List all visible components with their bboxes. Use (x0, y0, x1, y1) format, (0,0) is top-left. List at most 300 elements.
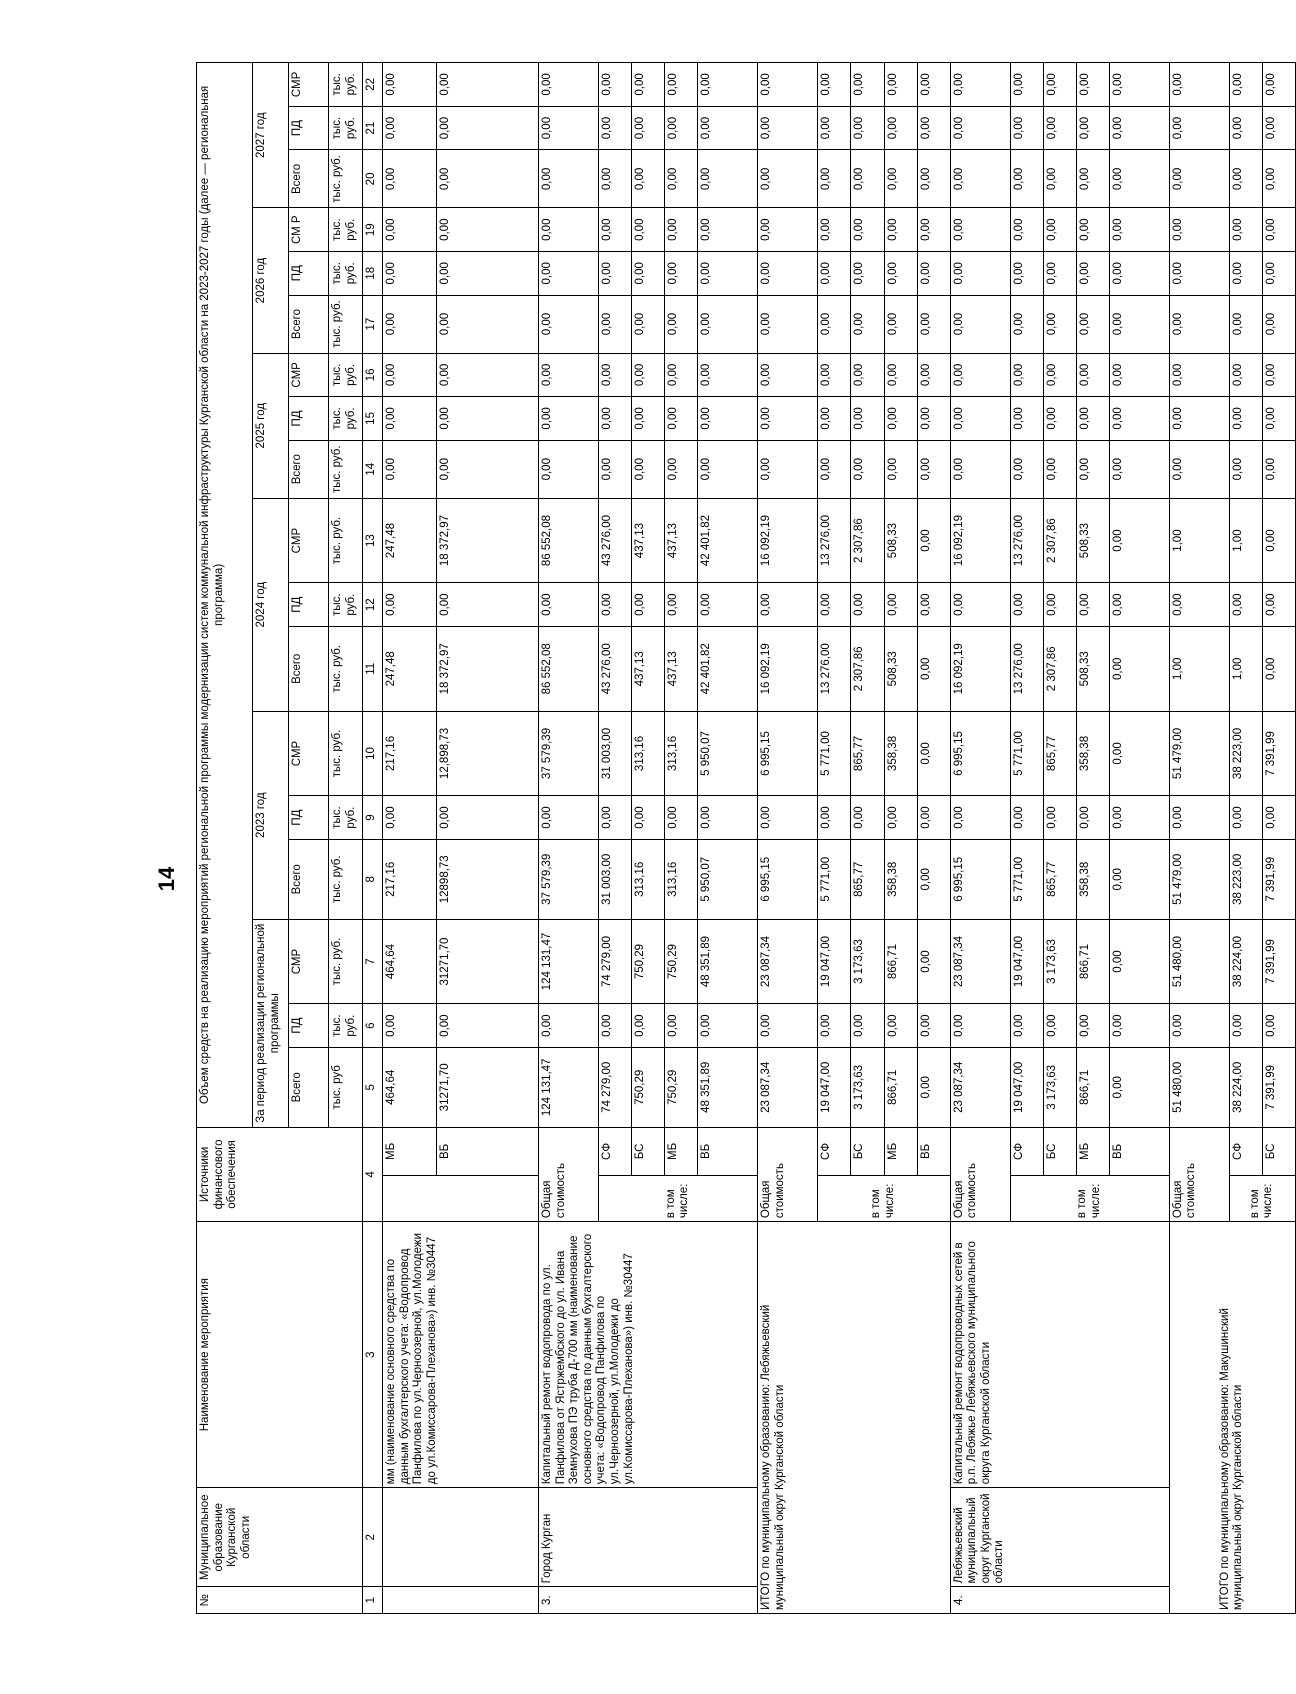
source-code: ВБ (698, 1127, 758, 1175)
value-cell: 0,00 (1076, 397, 1109, 441)
value-cell: 31 003,00 (599, 839, 632, 919)
value-cell: 0,00 (1043, 796, 1076, 840)
value-cell: 0,00 (437, 63, 539, 107)
value-cell: 0,00 (665, 150, 698, 208)
value-cell: 0,00 (383, 150, 437, 208)
value-cell: 0,00 (950, 63, 1010, 107)
value-cell: 0,00 (1076, 583, 1109, 627)
value-cell: 5 771,00 (818, 839, 851, 919)
value-cell: 0,00 (1262, 353, 1295, 397)
value-cell: 0,00 (1076, 150, 1109, 208)
col-number: 19 (363, 208, 383, 252)
including-label: в том числе: (818, 1176, 950, 1222)
value-cell: 12898,73 (437, 839, 539, 919)
value-cell: 13 276,00 (818, 626, 851, 711)
value-cell: 0,00 (758, 440, 818, 498)
value-cell: 0,00 (1010, 63, 1043, 107)
value-cell: 0,00 (917, 251, 950, 295)
value-cell: 0,00 (539, 251, 599, 295)
value-cell: 0,00 (539, 583, 599, 627)
value-cell: 0,00 (950, 106, 1010, 150)
municipality-cell: Лебяжьевский муниципальный округ Курганской области (950, 1488, 1169, 1587)
value-cell: 0,00 (1010, 150, 1043, 208)
municipality-cell: Город Курган (539, 1488, 758, 1587)
value-cell: 0,00 (758, 796, 818, 840)
value-cell: 0,00 (1169, 440, 1229, 498)
value-cell: 6 995,15 (758, 711, 818, 796)
value-cell: 866,71 (1076, 1047, 1109, 1127)
value-cell: 0,00 (698, 295, 758, 353)
value-cell: 0,00 (917, 397, 950, 441)
col-number: 7 (363, 919, 383, 1004)
value-cell: 0,00 (665, 397, 698, 441)
value-cell: 0,00 (665, 353, 698, 397)
unit-cell: тыс. руб. (329, 106, 363, 150)
value-cell: 0,00 (632, 251, 665, 295)
value-cell: 0,00 (1262, 1004, 1295, 1048)
value-cell: 2 307,86 (1043, 498, 1076, 583)
value-cell: 0,00 (1109, 919, 1169, 1004)
value-cell: 51 480,00 (1169, 1047, 1229, 1127)
value-cell: 7 391,99 (1262, 711, 1295, 796)
source-code: ВБ (437, 1127, 539, 1175)
source-code: СФ (599, 1127, 632, 1175)
header-no: № (197, 1587, 363, 1614)
value-cell: 0,00 (1229, 583, 1262, 627)
value-cell: 0,00 (1076, 440, 1109, 498)
value-cell: 0,00 (917, 711, 950, 796)
value-cell: 13 276,00 (1010, 498, 1043, 583)
col-number: 14 (363, 440, 383, 498)
unit-cell: тыс. руб. (329, 583, 363, 627)
municipality-cell (383, 1488, 539, 1587)
value-cell: 0,00 (917, 1004, 950, 1048)
header-smr: СМ Р (289, 208, 329, 252)
value-cell: 0,00 (539, 353, 599, 397)
table-row (950, 63, 1010, 1614)
value-cell: 358,38 (884, 839, 917, 919)
value-cell: 358,38 (884, 711, 917, 796)
value-cell: 0,00 (698, 150, 758, 208)
value-cell: 0,00 (851, 583, 884, 627)
value-cell: 0,00 (1076, 251, 1109, 295)
value-cell: 19 047,00 (1010, 1047, 1043, 1127)
unit-cell: тыс. руб. (329, 397, 363, 441)
value-cell: 0,00 (437, 251, 539, 295)
source-code: МБ (383, 1127, 437, 1175)
value-cell: 0,00 (1010, 796, 1043, 840)
value-cell: 1,00 (1229, 626, 1262, 711)
value-cell: 19 047,00 (1010, 919, 1043, 1004)
value-cell: 217,16 (383, 711, 437, 796)
header-pd: ПД (289, 1004, 329, 1048)
value-cell: 0,00 (758, 63, 818, 107)
value-cell: 0,00 (1010, 1004, 1043, 1048)
value-cell: 2 307,86 (851, 498, 884, 583)
source-code: СФ (1229, 1127, 1262, 1175)
header-2027: 2027 год (253, 63, 289, 208)
value-cell: 0,00 (665, 106, 698, 150)
value-cell: 7 391,99 (1262, 919, 1295, 1004)
value-cell: 0,00 (851, 63, 884, 107)
header-2023: 2023 год (253, 711, 289, 919)
col-number: 3 (363, 1222, 383, 1488)
source-code: ВБ (1109, 1127, 1169, 1175)
value-cell: 0,00 (1010, 295, 1043, 353)
value-cell: 0,00 (1229, 397, 1262, 441)
including-label: в том числе: (599, 1176, 758, 1222)
value-cell: 0,00 (758, 397, 818, 441)
value-cell: 0,00 (1043, 583, 1076, 627)
value-cell: 0,00 (1229, 208, 1262, 252)
value-cell: 0,00 (539, 150, 599, 208)
header-vsego: Всего (289, 295, 329, 353)
value-cell: 217,16 (383, 839, 437, 919)
col-number: 20 (363, 150, 383, 208)
value-cell: 0,00 (665, 63, 698, 107)
rotated-table-container (196, 62, 1296, 1614)
source-code: БС (1043, 1127, 1076, 1175)
header-pd: ПД (289, 106, 329, 150)
col-number: 17 (363, 295, 383, 353)
value-cell: 0,00 (1109, 796, 1169, 840)
value-cell: 0,00 (632, 295, 665, 353)
col-number: 22 (363, 63, 383, 107)
total-cost-label: Общая стоимость (1169, 1127, 1229, 1221)
value-cell: 0,00 (1109, 106, 1169, 150)
value-cell: 6 995,15 (950, 839, 1010, 919)
value-cell: 0,00 (1043, 106, 1076, 150)
value-cell: 247,48 (383, 626, 437, 711)
value-cell: 0,00 (818, 251, 851, 295)
col-number: 2 (363, 1488, 383, 1587)
value-cell: 6 995,15 (950, 711, 1010, 796)
value-cell: 0,00 (698, 796, 758, 840)
value-cell: 0,00 (950, 150, 1010, 208)
value-cell: 0,00 (917, 208, 950, 252)
value-cell: 3 173,63 (1043, 919, 1076, 1004)
value-cell: 0,00 (851, 295, 884, 353)
value-cell: 0,00 (599, 796, 632, 840)
unit-cell: тыс. руб (329, 1047, 363, 1127)
value-cell: 0,00 (851, 251, 884, 295)
value-cell: 0,00 (950, 251, 1010, 295)
value-cell: 86 552,08 (539, 626, 599, 711)
value-cell: 0,00 (383, 397, 437, 441)
source-code: БС (632, 1127, 665, 1175)
value-cell: 0,00 (632, 440, 665, 498)
header-smr: СМР (289, 919, 329, 1004)
value-cell: 0,00 (758, 353, 818, 397)
value-cell: 0,00 (383, 208, 437, 252)
value-cell: 0,00 (758, 295, 818, 353)
value-cell: 0,00 (818, 150, 851, 208)
value-cell: 750,29 (665, 919, 698, 1004)
unit-cell: тыс. руб. (329, 251, 363, 295)
col-number: 4 (363, 1127, 383, 1221)
row-number (383, 1587, 539, 1614)
value-cell: 0,00 (1043, 251, 1076, 295)
value-cell: 48 351,89 (698, 1047, 758, 1127)
value-cell: 51 479,00 (1169, 839, 1229, 919)
value-cell: 0,00 (884, 208, 917, 252)
value-cell: 0,00 (1109, 498, 1169, 583)
table-row (758, 63, 818, 1614)
value-cell: 0,00 (851, 353, 884, 397)
value-cell: 0,00 (698, 1004, 758, 1048)
value-cell: 0,00 (950, 796, 1010, 840)
financing-table (196, 62, 1296, 1614)
value-cell: 358,38 (1076, 711, 1109, 796)
col-number: 8 (363, 839, 383, 919)
value-cell: 0,00 (437, 353, 539, 397)
value-cell: 5 771,00 (1010, 711, 1043, 796)
value-cell: 7 391,99 (1262, 839, 1295, 919)
value-cell: 124 131,47 (539, 1047, 599, 1127)
value-cell: 0,00 (1262, 251, 1295, 295)
col-number: 16 (363, 353, 383, 397)
value-cell: 0,00 (758, 106, 818, 150)
value-cell: 0,00 (917, 1047, 950, 1127)
value-cell: 464,64 (383, 1047, 437, 1127)
value-cell: 0,00 (539, 440, 599, 498)
header-2025: 2025 год (253, 353, 289, 498)
value-cell: 5 950,07 (698, 711, 758, 796)
header-pd: ПД (289, 583, 329, 627)
value-cell: 0,00 (884, 440, 917, 498)
value-cell: 0,00 (1109, 626, 1169, 711)
value-cell: 0,00 (383, 251, 437, 295)
value-cell: 0,00 (632, 583, 665, 627)
value-cell: 0,00 (1229, 353, 1262, 397)
value-cell: 0,00 (1109, 440, 1169, 498)
value-cell: 48 351,89 (698, 919, 758, 1004)
value-cell: 6 995,15 (758, 839, 818, 919)
value-cell: 0,00 (758, 583, 818, 627)
value-cell: 0,00 (599, 353, 632, 397)
value-cell: 0,00 (917, 919, 950, 1004)
value-cell: 0,00 (1109, 353, 1169, 397)
value-cell: 0,00 (383, 440, 437, 498)
value-cell: 0,00 (851, 796, 884, 840)
value-cell: 865,77 (851, 711, 884, 796)
value-cell: 0,00 (1262, 626, 1295, 711)
value-cell: 0,00 (1169, 353, 1229, 397)
value-cell: 0,00 (698, 63, 758, 107)
value-cell: 0,00 (1043, 295, 1076, 353)
value-cell: 866,71 (1076, 919, 1109, 1004)
value-cell: 16 092,19 (758, 626, 818, 711)
table-row (383, 63, 437, 1614)
value-cell: 0,00 (1076, 295, 1109, 353)
source-code: ВБ (917, 1127, 950, 1175)
value-cell: 0,00 (599, 63, 632, 107)
value-cell: 0,00 (1229, 295, 1262, 353)
value-cell: 5 771,00 (1010, 839, 1043, 919)
value-cell: 0,00 (632, 796, 665, 840)
value-cell: 0,00 (1043, 353, 1076, 397)
value-cell: 0,00 (1010, 251, 1043, 295)
value-cell: 508,33 (1076, 626, 1109, 711)
unit-cell: тыс. руб. (329, 208, 363, 252)
value-cell: 31271,70 (437, 919, 539, 1004)
value-cell: 865,77 (851, 839, 884, 919)
value-cell: 43 276,00 (599, 498, 632, 583)
value-cell: 437,13 (665, 626, 698, 711)
value-cell: 0,00 (884, 397, 917, 441)
value-cell: 0,00 (818, 295, 851, 353)
value-cell: 0,00 (1262, 63, 1295, 107)
value-cell: 0,00 (818, 63, 851, 107)
value-cell: 0,00 (1109, 1047, 1169, 1127)
header-smr: СМР (289, 353, 329, 397)
value-cell: 0,00 (1109, 150, 1169, 208)
col-number: 9 (363, 796, 383, 840)
value-cell: 0,00 (1010, 397, 1043, 441)
value-cell: 0,00 (383, 295, 437, 353)
value-cell: 31271,70 (437, 1047, 539, 1127)
value-cell: 0,00 (818, 397, 851, 441)
value-cell: 0,00 (884, 583, 917, 627)
value-cell: 0,00 (950, 295, 1010, 353)
value-cell: 508,33 (884, 498, 917, 583)
value-cell: 0,00 (1262, 208, 1295, 252)
value-cell: 23 087,34 (758, 919, 818, 1004)
value-cell: 0,00 (599, 583, 632, 627)
value-cell: 13 276,00 (1010, 626, 1043, 711)
value-cell: 0,00 (884, 295, 917, 353)
value-cell: 0,00 (818, 106, 851, 150)
header-smr: СМР (289, 711, 329, 796)
value-cell: 19 047,00 (818, 919, 851, 1004)
value-cell: 38 223,00 (1229, 711, 1262, 796)
value-cell: 865,77 (1043, 839, 1076, 919)
value-cell: 0,00 (1109, 583, 1169, 627)
value-cell: 74 279,00 (599, 919, 632, 1004)
unit-cell: тыс. руб. (329, 711, 363, 796)
value-cell: 508,33 (884, 626, 917, 711)
source-code: БС (1262, 1127, 1295, 1175)
header-smr: СМР (289, 63, 329, 107)
value-cell: 247,48 (383, 498, 437, 583)
value-cell: 0,00 (632, 63, 665, 107)
header-vsego: Всего (289, 839, 329, 919)
unit-cell: тыс. руб. (329, 295, 363, 353)
measure-description: Капитальный ремонт водопровода по ул. Панфилова от Ястржембского до ул. Ивана Земнухова ПЭ труба Д-700 мм (наименование основного средства по данным бухгалтерского учета: «Водопровод Панфилова по ул.Черноозерной, ул.Молодежи до ул.Комиссарова-Плеханова») инв. №30447 (539, 1222, 758, 1488)
header-volume: Объем средств на реализацию мероприятий региональной программы модернизации систем коммунальной инфраструктуры Курганской области на 2023-2027 годы (далее — региональная программа) (197, 63, 253, 1128)
value-cell: 38 224,00 (1229, 919, 1262, 1004)
header-smr: СМР (289, 498, 329, 583)
header-vsego: Всего (289, 440, 329, 498)
value-cell: 0,00 (632, 150, 665, 208)
measure-description: Капитальный ремонт водопроводных сетей в р.п. Лебяжье Лебяжьевского муниципального округа Курганской области (950, 1222, 1169, 1488)
value-cell: 0,00 (818, 440, 851, 498)
value-cell: 0,00 (539, 295, 599, 353)
col-number: 10 (363, 711, 383, 796)
value-cell: 0,00 (665, 208, 698, 252)
header-period: За период реализации региональной программы (253, 919, 289, 1127)
value-cell: 0,00 (599, 150, 632, 208)
source-code: БС (851, 1127, 884, 1175)
value-cell: 0,00 (698, 106, 758, 150)
value-cell: 37 579,39 (539, 839, 599, 919)
value-cell: 18 372,97 (437, 498, 539, 583)
value-cell: 0,00 (851, 440, 884, 498)
value-cell: 0,00 (599, 1004, 632, 1048)
value-cell: 0,00 (437, 1004, 539, 1048)
value-cell: 0,00 (1229, 1004, 1262, 1048)
value-cell: 1,00 (1169, 626, 1229, 711)
value-cell: 0,00 (437, 397, 539, 441)
value-cell: 0,00 (698, 251, 758, 295)
value-cell: 0,00 (1010, 583, 1043, 627)
value-cell: 37 579,39 (539, 711, 599, 796)
value-cell: 7 391,99 (1262, 1047, 1295, 1127)
value-cell: 0,00 (632, 397, 665, 441)
header-pd: ПД (289, 397, 329, 441)
value-cell: 0,00 (950, 440, 1010, 498)
value-cell: 0,00 (950, 1004, 1010, 1048)
value-cell: 38 223,00 (1229, 839, 1262, 919)
value-cell: 0,00 (884, 150, 917, 208)
value-cell: 0,00 (851, 397, 884, 441)
unit-cell: тыс. руб. (329, 498, 363, 583)
value-cell: 0,00 (539, 796, 599, 840)
value-cell: 313,16 (632, 839, 665, 919)
value-cell: 750,29 (632, 1047, 665, 1127)
value-cell: 0,00 (1043, 150, 1076, 208)
value-cell: 0,00 (1010, 440, 1043, 498)
value-cell: 750,29 (632, 919, 665, 1004)
value-cell: 0,00 (1169, 106, 1229, 150)
row-number: 4. (950, 1587, 1169, 1614)
header-vsego: Всего (289, 150, 329, 208)
value-cell: 0,00 (599, 208, 632, 252)
value-cell: 437,13 (632, 498, 665, 583)
value-cell: 0,00 (1109, 839, 1169, 919)
value-cell: 0,00 (917, 295, 950, 353)
header-2026: 2026 год (253, 208, 289, 353)
unit-cell: тыс. руб. (329, 353, 363, 397)
value-cell: 0,00 (437, 208, 539, 252)
value-cell: 0,00 (437, 583, 539, 627)
value-cell: 0,00 (437, 440, 539, 498)
value-cell: 0,00 (1169, 150, 1229, 208)
value-cell: 0,00 (539, 63, 599, 107)
value-cell: 5 950,07 (698, 839, 758, 919)
col-number: 21 (363, 106, 383, 150)
value-cell: 0,00 (383, 353, 437, 397)
source-code: СФ (818, 1127, 851, 1175)
value-cell: 0,00 (1229, 440, 1262, 498)
col-number: 12 (363, 583, 383, 627)
value-cell: 0,00 (698, 353, 758, 397)
value-cell: 16 092,19 (950, 626, 1010, 711)
value-cell: 0,00 (1169, 208, 1229, 252)
including-label: в том числе: (1010, 1176, 1169, 1222)
value-cell: 0,00 (383, 583, 437, 627)
row-number: 3. (539, 1587, 758, 1614)
value-cell: 51 480,00 (1169, 919, 1229, 1004)
value-cell: 124 131,47 (539, 919, 599, 1004)
source-code: МБ (884, 1127, 917, 1175)
value-cell: 13 276,00 (818, 498, 851, 583)
value-cell: 313,16 (632, 711, 665, 796)
value-cell: 0,00 (1262, 498, 1295, 583)
value-cell: 0,00 (917, 796, 950, 840)
value-cell: 1,00 (1229, 498, 1262, 583)
value-cell: 0,00 (1076, 63, 1109, 107)
